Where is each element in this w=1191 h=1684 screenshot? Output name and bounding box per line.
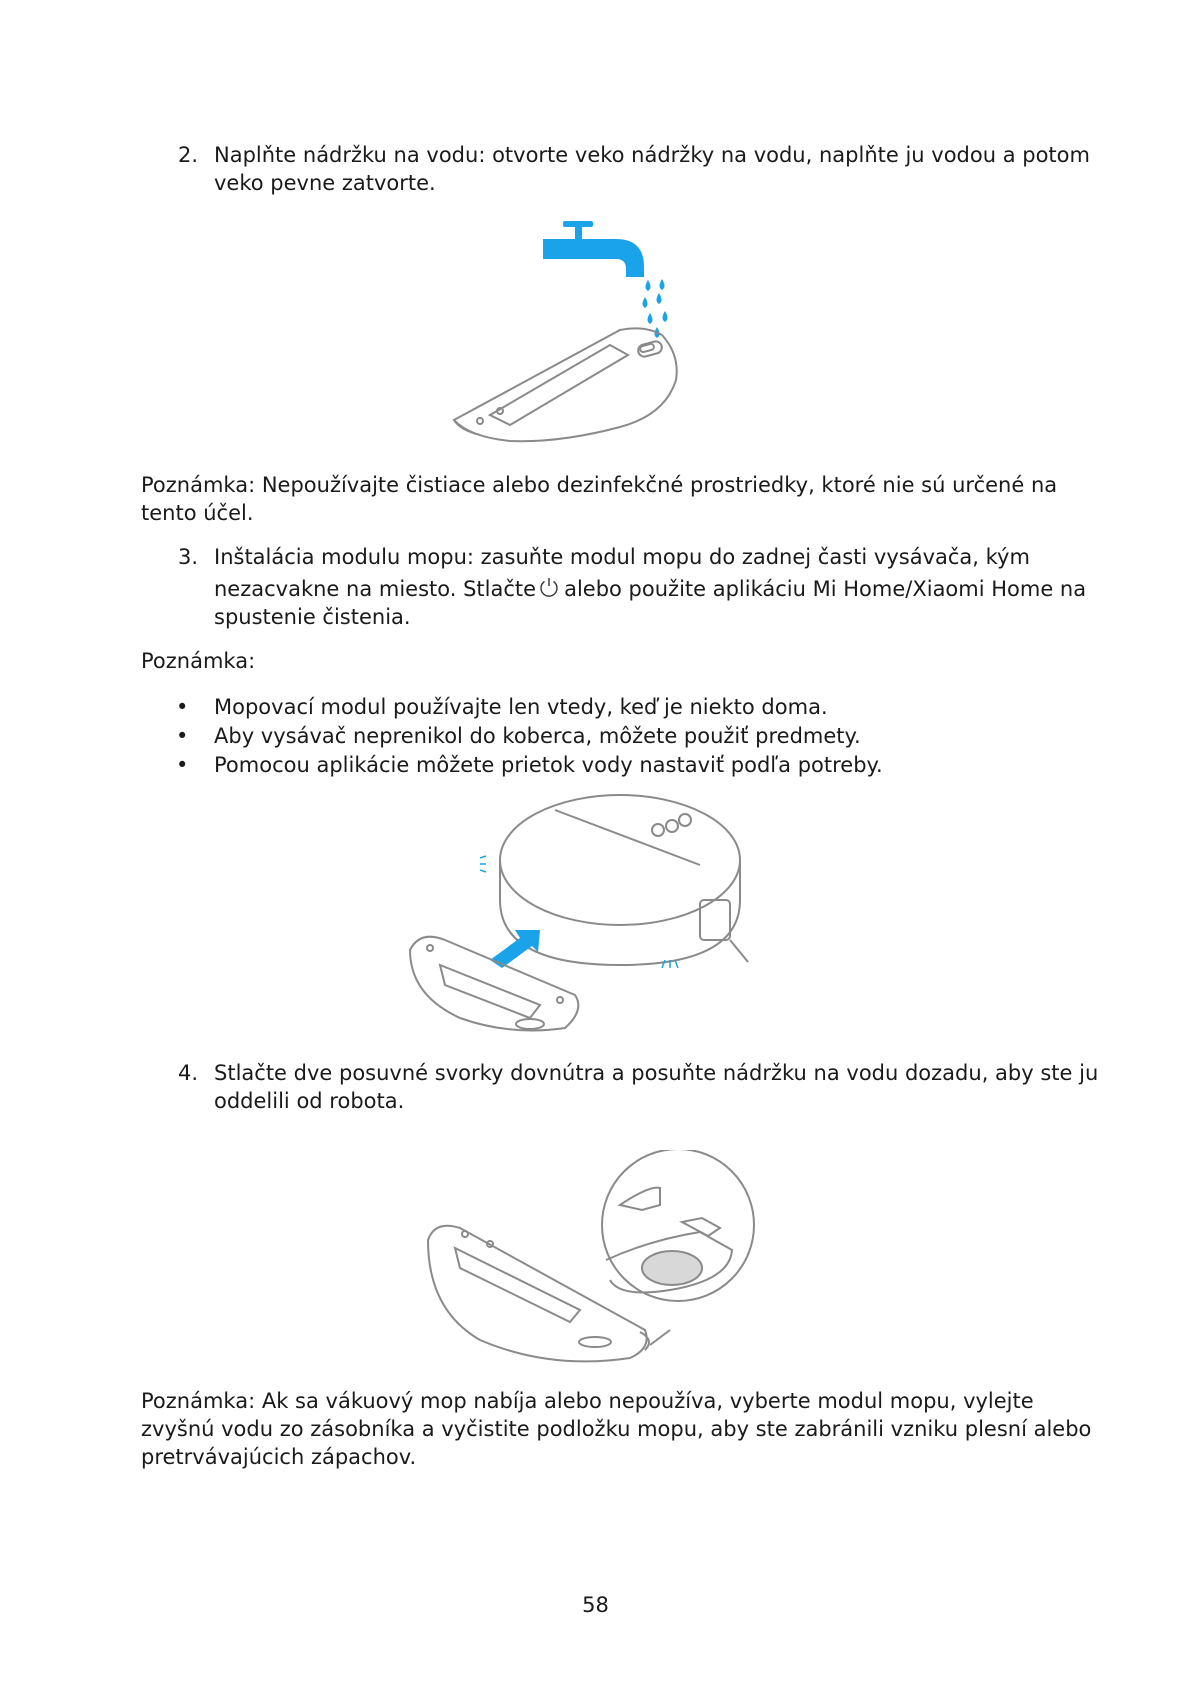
step-3-line-2-before: nezacvakne na miesto. Stlačte [214,577,537,601]
page-number: 58 [582,1593,609,1617]
note-3-line-1: Poznámka: Ak sa vákuový mop nabíja alebo nepoužíva, vyberte modul mopu, vylejte [141,1389,1034,1413]
bullet-marker: • [176,695,189,719]
step-3-line-2 [214,575,1086,603]
note-1-line-2: tento účel. [141,501,254,525]
note-3-line-3: pretrvávajúcich zápachov. [141,1445,417,1469]
step-4-line-2: oddelili od robota. [214,1089,405,1113]
step-4-number: 4. [178,1061,199,1085]
power-icon [538,576,560,598]
install-mop-module-illustration [400,790,760,1040]
note-3-line-2: zvyšnú vodu zo zásobníka a vyčistite podložku mopu, aby ste zabránili vzniku plesní alebo [141,1417,1092,1441]
mop-module [410,937,578,1031]
bullet-marker: • [176,724,189,748]
note-2-bullet-2: Aby vysávač neprenikol do koberca, môžete použiť predmety. [214,724,861,748]
step-2-line-2: veko pevne zatvorte. [214,171,436,195]
bullet-marker: • [176,753,189,777]
note-1-line-1: Poznámka: Nepoužívajte čistiace alebo dezinfekčné prostriedky, ktoré nie sú určené na [141,473,1058,497]
water-tank [454,328,677,441]
step-3-number: 3. [178,545,199,569]
note-2-bullet-3: Pomocou aplikácie môžete prietok vody nastaviť podľa potreby. [214,753,883,777]
note-2-label: Poznámka: [141,649,256,673]
step-2-line-1: Naplňte nádržku na vodu: otvorte veko nádržky na vodu, naplňte ju vodou a potom [214,143,1090,167]
remove-water-tank-illustration [420,1150,760,1370]
zoom-callout [602,1150,754,1301]
note-2-bullet-1: Mopovací modul používajte len vtedy, keď je niekto doma. [214,695,828,719]
faucet-icon [543,221,644,277]
step-3-line-3: spustenie čistenia. [214,605,411,629]
step-4-line-1: Stlačte dve posuvné svorky dovnútra a posuňte nádržku na vodu dozadu, aby ste ju [214,1061,1099,1085]
water-tank-removed [428,1226,670,1362]
fill-water-tank-illustration [440,215,700,455]
step-3-line-1: Inštalácia modulu mopu: zasuňte modul mopu do zadnej časti vysávača, kým [214,545,1030,569]
step-3-line-2-after: alebo použite aplikáciu Mi Home/Xiaomi Home na [564,577,1087,601]
step-2-number: 2. [178,143,199,167]
